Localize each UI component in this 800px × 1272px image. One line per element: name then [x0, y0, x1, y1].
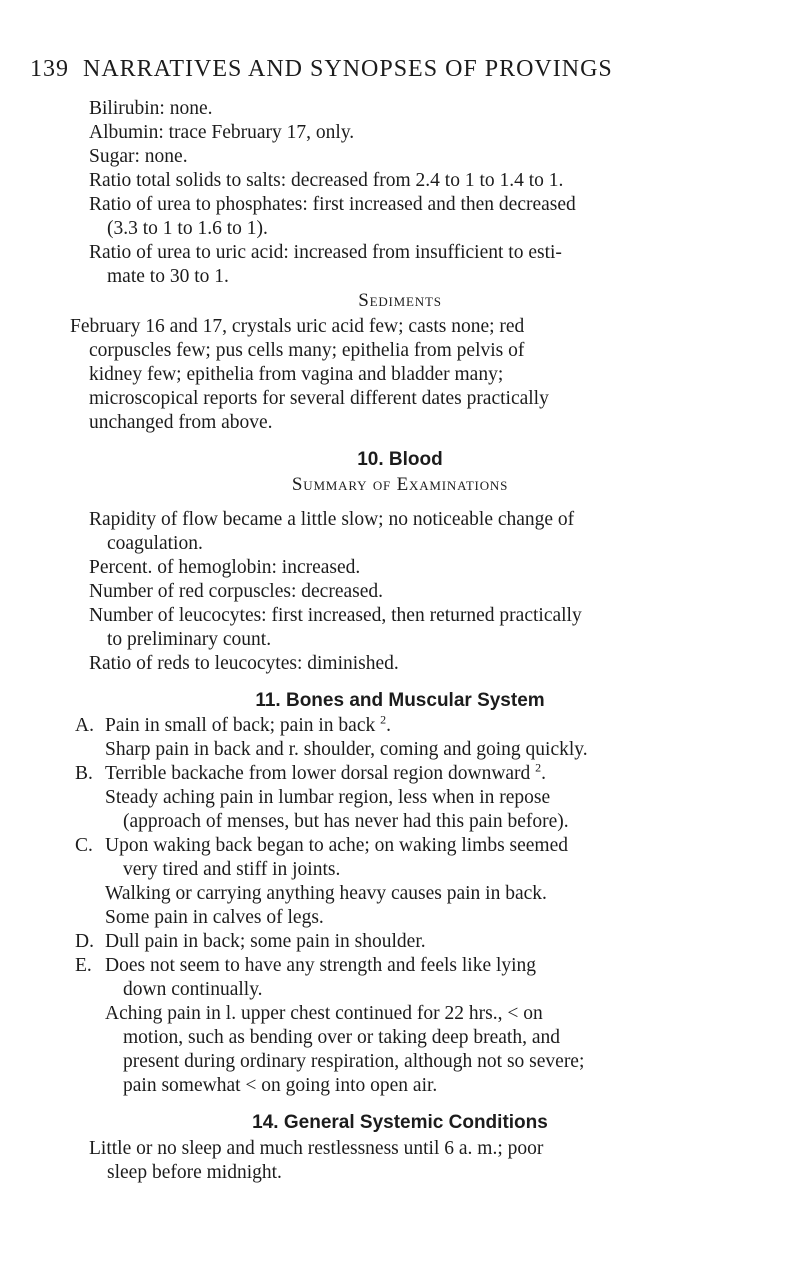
- item-period: .: [386, 715, 391, 736]
- page-number: 139: [30, 56, 69, 82]
- text-line: Number of red corpuscles: decreased.: [89, 581, 383, 602]
- text-line: unchanged from above.: [89, 412, 273, 433]
- list-item-b: [75, 762, 546, 786]
- text-line: down continually.: [123, 979, 263, 1000]
- text-line: to preliminary count.: [107, 629, 272, 650]
- text-line: Steady aching pain in lumbar region, less when in repose: [105, 787, 551, 808]
- list-item-c: [75, 834, 568, 858]
- text-line: sleep before midnight.: [107, 1162, 282, 1183]
- superscript: 2: [535, 760, 542, 775]
- item-label: C.: [75, 835, 93, 856]
- text-line: Number of leucocytes: first increased, then returned practically: [89, 605, 582, 626]
- section-heading-sediments: Sediments: [358, 290, 442, 311]
- text-line: corpuscles few; pus cells many; epithelia from pelvis of: [89, 340, 525, 361]
- text-line: Sharp pain in back and r. shoulder, coming and going quickly.: [105, 739, 588, 760]
- item-text: Does not seem to have any strength and feels like lying: [105, 955, 537, 976]
- section-heading-general: 14. General Systemic Conditions: [252, 1112, 548, 1133]
- text-line: present during ordinary respiration, although not so severe;: [123, 1051, 585, 1072]
- text-line: Ratio of reds to leucocytes: diminished.: [89, 653, 399, 674]
- text-line: February 16 and 17, crystals uric acid few; casts none; red: [70, 316, 525, 337]
- list-item-d: [75, 930, 426, 954]
- text-line: Rapidity of flow became a little slow; no noticeable change of: [89, 509, 575, 530]
- text-line: Ratio of urea to phosphates: first increased and then decreased: [89, 194, 576, 215]
- text-line: coagulation.: [107, 533, 203, 554]
- page-header: [30, 56, 730, 83]
- item-period: .: [541, 763, 547, 784]
- item-text: Terrible backache from lower dorsal region downward: [105, 763, 531, 784]
- text-line: Some pain in calves of legs.: [105, 907, 324, 928]
- text-line: pain somewhat < on going into open air.: [123, 1075, 438, 1096]
- section-heading-blood: 10. Blood: [357, 449, 443, 470]
- text-line: Percent. of hemoglobin: increased.: [89, 557, 361, 578]
- running-title: NARRATIVES AND SYNOPSES OF PROVINGS: [83, 56, 613, 82]
- superscript: 2: [380, 712, 387, 727]
- text-line: Ratio total solids to salts: decreased from 2.4 to 1 to 1.4 to 1.: [89, 170, 564, 191]
- item-text: Upon waking back began to ache; on waking limbs seemed: [105, 835, 569, 856]
- item-label: B.: [75, 763, 93, 784]
- list-item-a: [75, 714, 391, 738]
- section-heading-bones: 11. Bones and Muscular System: [255, 690, 545, 711]
- text-line: Bilirubin: none.: [89, 98, 213, 119]
- text-line: Little or no sleep and much restlessness until 6 a. m.; poor: [89, 1138, 544, 1159]
- subheading-summary: Summary of Examinations: [291, 474, 509, 495]
- text-line: Albumin: trace February 17, only.: [89, 122, 355, 143]
- item-label: D.: [75, 931, 94, 952]
- item-label: E.: [75, 955, 92, 976]
- text-line: kidney few; epithelia from vagina and bladder many;: [89, 364, 504, 385]
- list-item-e: [75, 954, 536, 978]
- item-label: A.: [75, 715, 94, 736]
- text-line: motion, such as bending over or taking deep breath, and: [123, 1027, 561, 1048]
- text-line: Aching pain in l. upper chest continued for 22 hrs., < on: [105, 1003, 543, 1024]
- text-line: mate to 30 to 1.: [107, 266, 229, 287]
- text-line: (3.3 to 1 to 1.6 to 1).: [107, 218, 268, 239]
- text-line: Ratio of urea to uric acid: increased from insufficient to esti-: [89, 242, 562, 263]
- text-line: very tired and stiff in joints.: [123, 859, 341, 880]
- item-text: Dull pain in back; some pain in shoulder.: [105, 931, 426, 952]
- text-line: Walking or carrying anything heavy causes pain in back.: [105, 883, 547, 904]
- text-line: microscopical reports for several different dates practically: [89, 388, 549, 409]
- text-line: (approach of menses, but has never had this pain before).: [123, 811, 569, 832]
- item-text: Pain in small of back; pain in back: [105, 715, 376, 736]
- text-line: Sugar: none.: [89, 146, 188, 167]
